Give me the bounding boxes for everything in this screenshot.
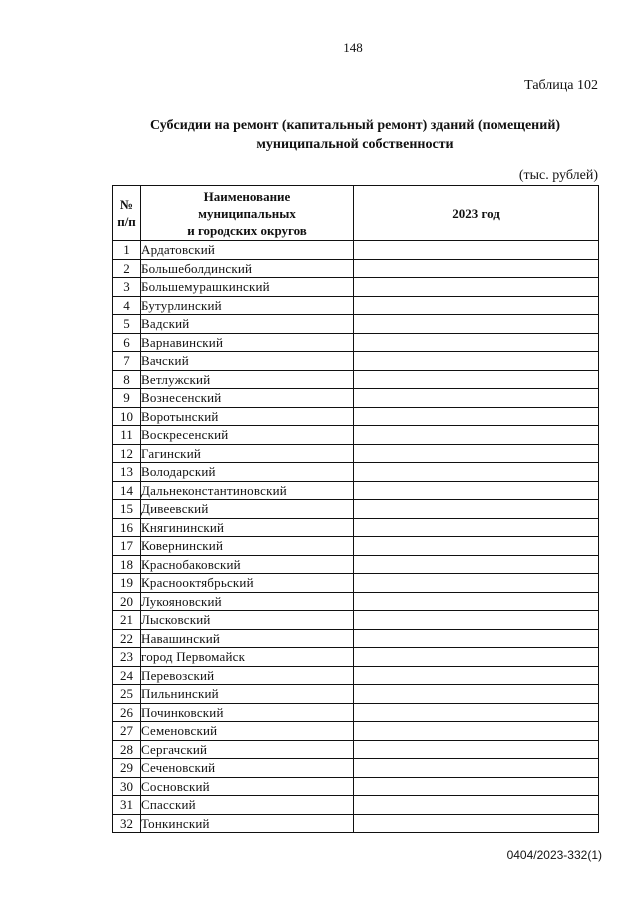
municipality-name: Навашинский [141,629,354,648]
table-row [113,315,599,334]
row-number: 12 [113,444,141,463]
table-row [113,518,599,537]
value-2023 [354,648,599,667]
municipality-name: Большеболдинский [141,259,354,278]
table-row [113,555,599,574]
row-number: 26 [113,703,141,722]
row-number: 15 [113,500,141,519]
value-2023 [354,592,599,611]
municipality-name: Краснооктябрьский [141,574,354,593]
municipality-name: Гагинский [141,444,354,463]
table-row [113,537,599,556]
table-title-line-1: Субсидии на ремонт (капитальный ремонт) зданий (помещений) [149,118,561,133]
row-number: 27 [113,722,141,741]
value-2023 [354,500,599,519]
municipality-name: Сеченовский [141,759,354,778]
row-number: 18 [113,555,141,574]
header-number-line-1: № [119,197,134,212]
row-number: 9 [113,389,141,408]
value-2023 [354,703,599,722]
municipality-name: Краснобаковский [141,555,354,574]
value-2023 [354,278,599,297]
table-row [113,352,599,371]
municipality-name: Ветлужский [141,370,354,389]
row-number: 32 [113,814,141,833]
value-2023 [354,611,599,630]
table-row [113,444,599,463]
row-number: 11 [113,426,141,445]
page-number: 148 [343,40,363,55]
municipality-name: Починковский [141,703,354,722]
municipality-name: Княгининский [141,518,354,537]
municipality-name: Вознесенский [141,389,354,408]
municipality-name: Бутурлинский [141,296,354,315]
table-row [113,296,599,315]
table-row [113,796,599,815]
municipality-name: Лысковский [141,611,354,630]
municipality-name: Перевозский [141,666,354,685]
table-row [113,278,599,297]
row-number: 4 [113,296,141,315]
municipality-name: Большемурашкинский [141,278,354,297]
table-row [113,481,599,500]
table-body [113,241,599,833]
municipality-name: Спасский [141,796,354,815]
row-number: 16 [113,518,141,537]
table-title [110,116,600,154]
municipality-name: Ардатовский [141,241,354,260]
row-number: 2 [113,259,141,278]
value-2023 [354,315,599,334]
municipality-name: Лукояновский [141,592,354,611]
table-row [113,426,599,445]
value-2023 [354,333,599,352]
row-number: 5 [113,315,141,334]
header-year: 2023 год [354,186,599,241]
value-2023 [354,537,599,556]
table-row [113,500,599,519]
row-number: 13 [113,463,141,482]
table-row [113,407,599,426]
value-2023 [354,759,599,778]
row-number: 22 [113,629,141,648]
municipality-name: Воскресенский [141,426,354,445]
value-2023 [354,241,599,260]
row-number: 20 [113,592,141,611]
subsidy-table [112,185,599,833]
municipality-name: город Первомайск [141,648,354,667]
table-row [113,592,599,611]
row-number: 23 [113,648,141,667]
table-row [113,333,599,352]
value-2023 [354,352,599,371]
municipality-name: Володарский [141,463,354,482]
municipality-name: Сосновский [141,777,354,796]
value-2023 [354,685,599,704]
row-number: 28 [113,740,141,759]
value-2023 [354,481,599,500]
row-number: 6 [113,333,141,352]
table-row [113,648,599,667]
header-name [141,186,354,241]
value-2023 [354,814,599,833]
header-number [113,186,141,241]
value-2023 [354,426,599,445]
value-2023 [354,666,599,685]
table-row [113,389,599,408]
municipality-name: Семеновский [141,722,354,741]
table-row [113,740,599,759]
row-number: 8 [113,370,141,389]
value-2023 [354,722,599,741]
table-row [113,241,599,260]
header-name-line-1: Наименование [203,188,291,204]
table-row [113,666,599,685]
municipality-name: Воротынский [141,407,354,426]
document-code: 0404/2023-332(1) [506,848,602,862]
row-number: 30 [113,777,141,796]
row-number: 10 [113,407,141,426]
header-name-line-2: муниципальных [198,205,296,221]
table-row [113,629,599,648]
table-label: Таблица 102 [524,78,598,93]
value-2023 [354,629,599,648]
municipality-name: Дальнеконстантиновский [141,481,354,500]
value-2023 [354,555,599,574]
table-header-row [113,186,599,241]
value-2023 [354,518,599,537]
table-row [113,574,599,593]
value-2023 [354,296,599,315]
table-row [113,759,599,778]
row-number: 24 [113,666,141,685]
row-number: 7 [113,352,141,371]
table-title-line-2: муниципальной собственности [256,137,454,152]
header-number-line-2: п/п [117,214,136,229]
row-number: 31 [113,796,141,815]
value-2023 [354,463,599,482]
row-number: 29 [113,759,141,778]
table-row [113,611,599,630]
row-number: 14 [113,481,141,500]
table-row [113,259,599,278]
value-2023 [354,796,599,815]
table-row [113,370,599,389]
table-row [113,814,599,833]
row-number: 3 [113,278,141,297]
table-row [113,703,599,722]
row-number: 25 [113,685,141,704]
municipality-name: Сергачский [141,740,354,759]
value-2023 [354,444,599,463]
value-2023 [354,259,599,278]
value-2023 [354,389,599,408]
value-2023 [354,574,599,593]
municipality-name: Пильнинский [141,685,354,704]
municipality-name: Варнавинский [141,333,354,352]
table-row [113,463,599,482]
row-number: 21 [113,611,141,630]
row-number: 1 [113,241,141,260]
table-row [113,722,599,741]
municipality-name: Тонкинский [141,814,354,833]
value-2023 [354,777,599,796]
value-2023 [354,370,599,389]
municipality-name: Дивеевский [141,500,354,519]
units-label: (тыс. рублей) [518,168,598,183]
table-row [113,685,599,704]
municipality-name: Вадский [141,315,354,334]
municipality-name: Ковернинский [141,537,354,556]
table-row [113,777,599,796]
municipality-name: Вачский [141,352,354,371]
value-2023 [354,407,599,426]
row-number: 19 [113,574,141,593]
value-2023 [354,740,599,759]
row-number: 17 [113,537,141,556]
header-name-line-3: и городских округов [187,222,307,238]
